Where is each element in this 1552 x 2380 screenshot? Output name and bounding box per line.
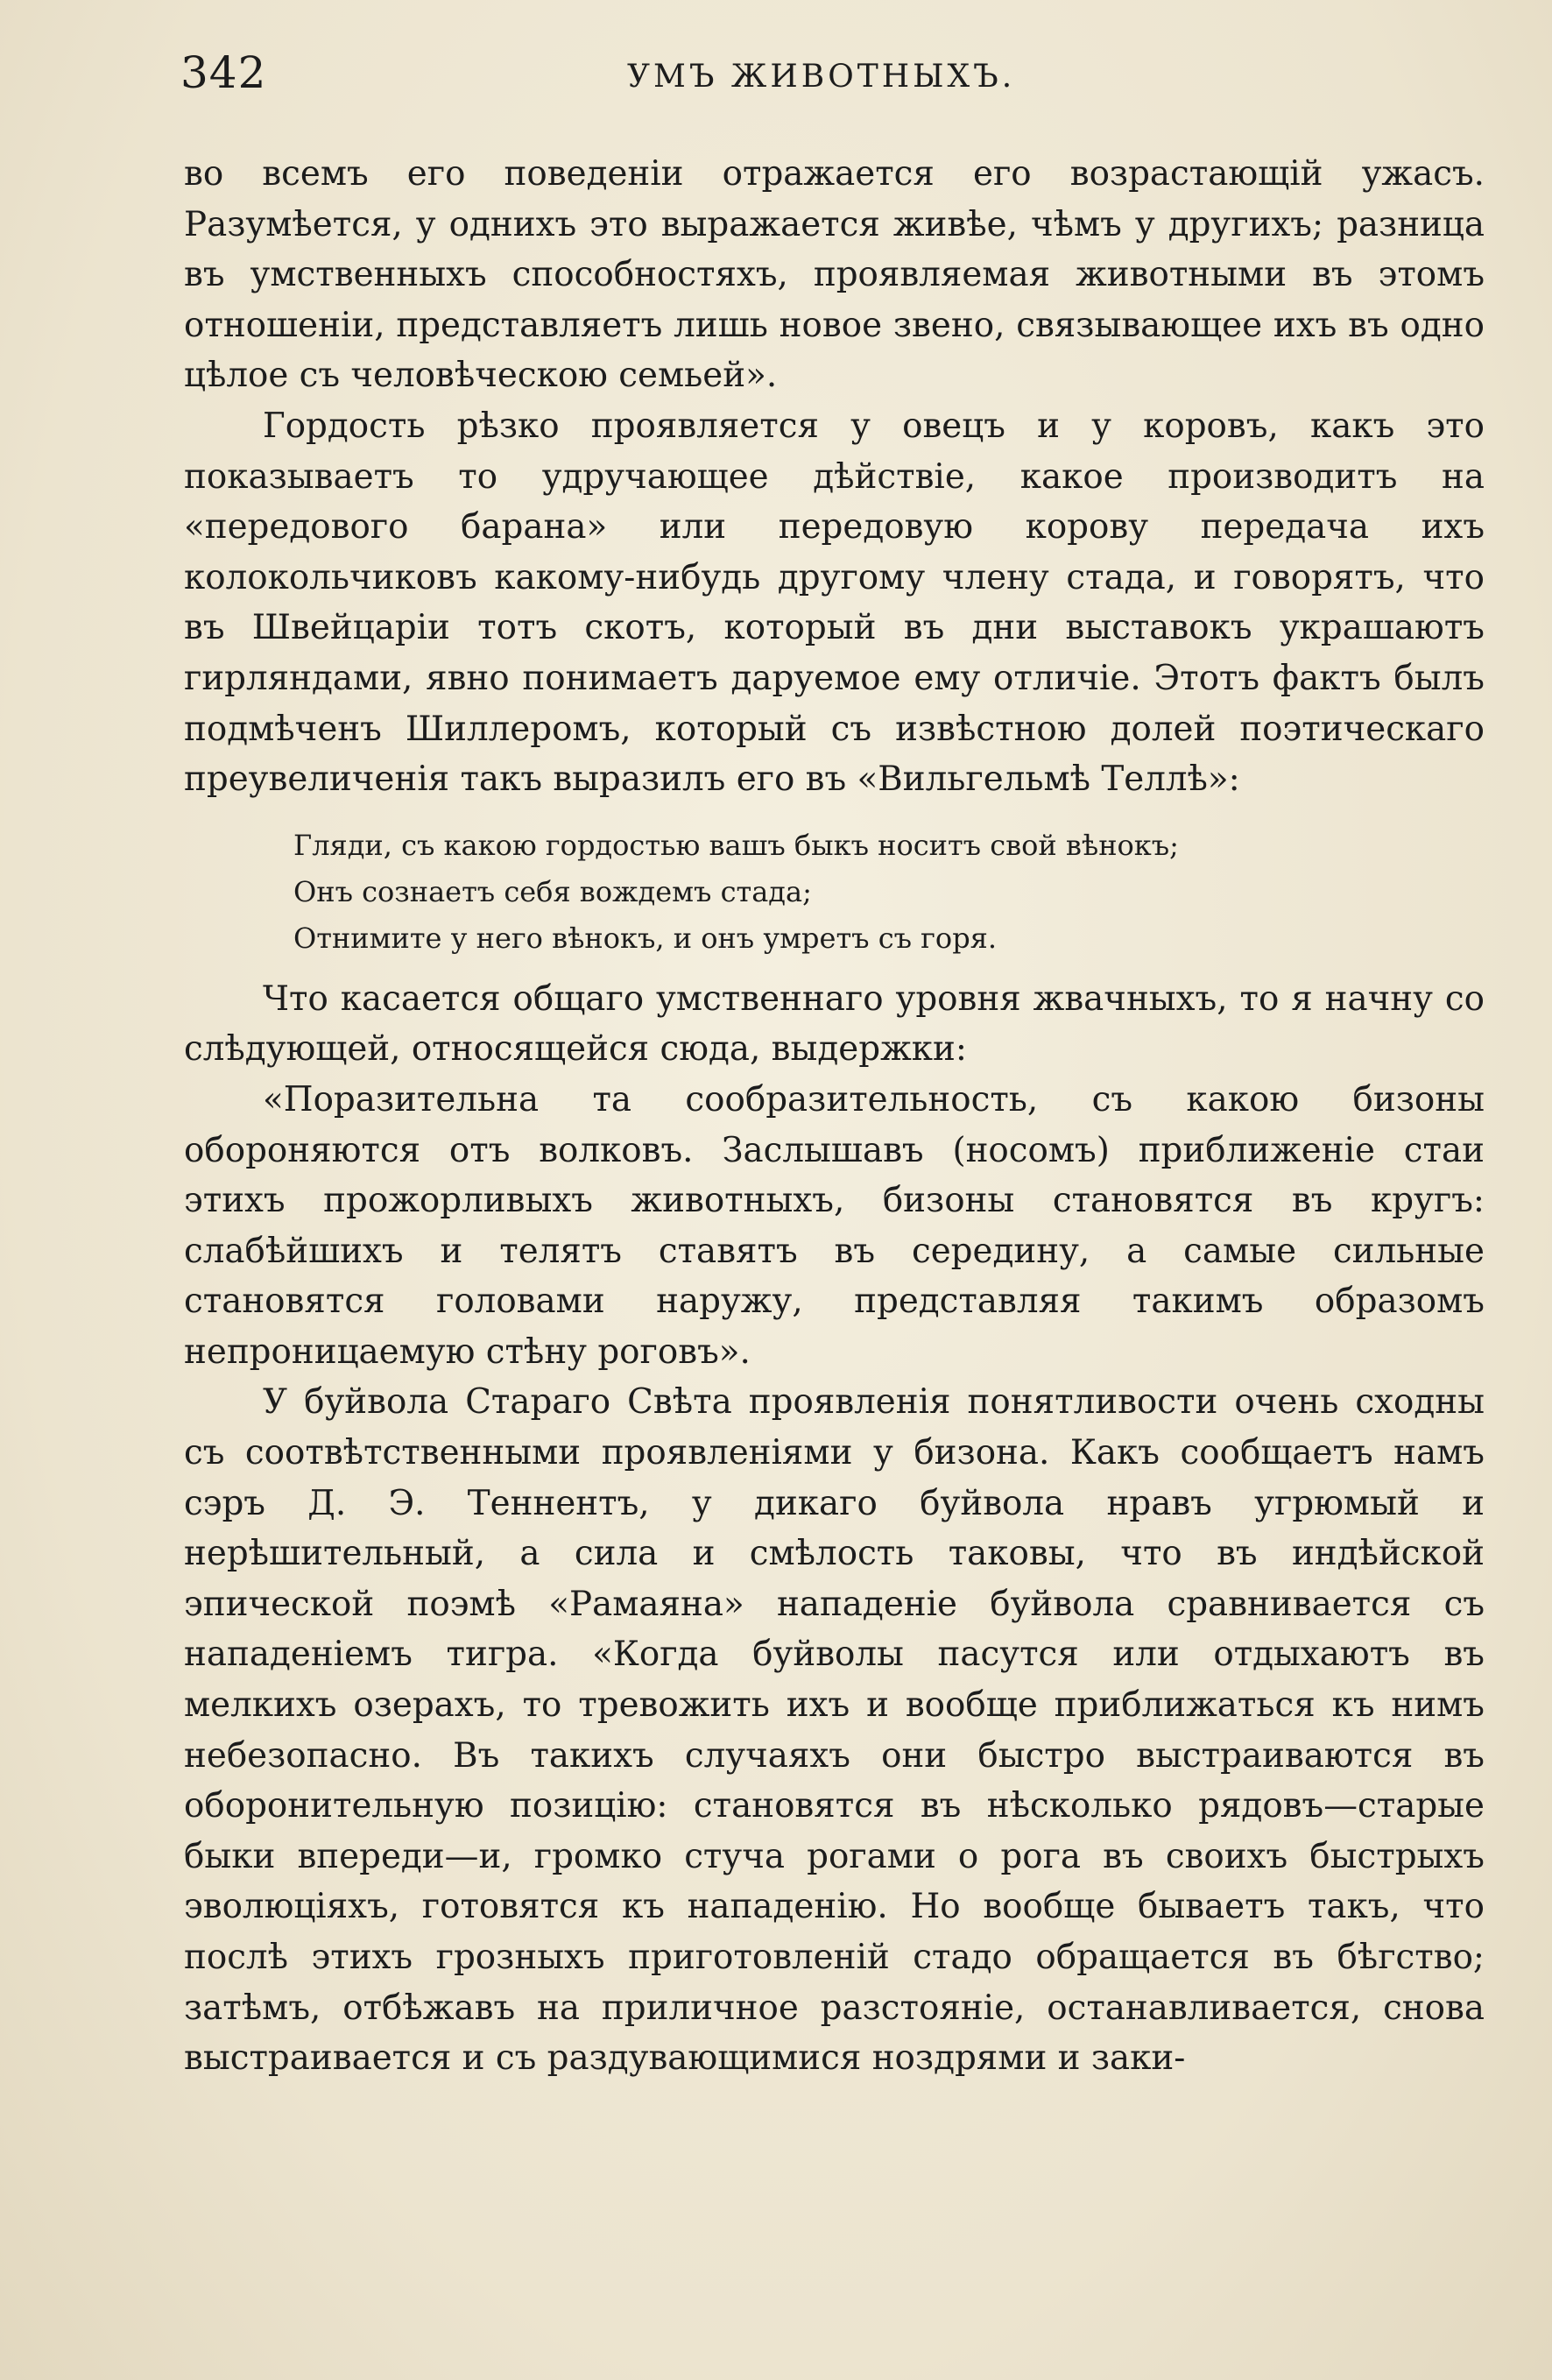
verse-line: Гляди, съ какою гордостью вашъ быкъ носитъ свой вѣнокъ; (293, 828, 1179, 862)
paragraph-pride: Гордость рѣзко проявляется у овецъ и у коровъ, какъ это показываетъ то удручающее дѣйствіе, какое производитъ на «передового барана» или передовую корову передача ихъ колокольчиковъ какому-нибудь другому члену стада, и говорятъ, что въ Швейцаріи тотъ скотъ, который въ дни выставокъ украшаютъ гирляндами, явно понимаетъ даруемое ему отличіе. Этотъ фактъ былъ подмѣченъ Шиллеромъ, который съ извѣстною долей поэтическаго преувеличенія такъ выразилъ его въ «Вильгельмѣ Теллѣ»: (184, 406, 1485, 800)
running-title: УМЪ ЖИВОТНЫХЪ. (627, 59, 1016, 95)
page-number: 342 (180, 47, 267, 98)
paragraph-buffalo: У буйвола Стараго Свѣта проявленія понятливости очень сходны съ соотвѣтственными проявленіями у бизона. Какъ сообщаетъ намъ сэръ Д. Э. Теннентъ, у дикаго буйвола нравъ угрюмый и нерѣшительный, а сила и смѣлость таковы, что въ индѣйской эпической поэмѣ «Рамаяна» нападеніе буйвола сравнивается съ нападеніемъ тигра. «Когда буйволы пасутся или отдыхаютъ въ мелкихъ озерахъ, то тревожить ихъ и вообще приближаться къ нимъ небезопасно. Въ такихъ случаяхъ они быстро выстраиваются въ оборонительную позицію: становятся въ нѣсколько рядовъ—старые быки впереди—и, громко стуча рогами о рога въ своихъ быстрыхъ эволюціяхъ, готовятся къ нападенію. Но вообще бываетъ такъ, что послѣ этихъ грозныхъ приготовленій стадо обращается въ бѣгство; затѣмъ, отбѣжавъ на приличное разстояніе, останавливается, снова выстраивается и съ раздувающимися ноздрями и заки- (184, 1382, 1485, 2079)
verse-line: Онъ сознаетъ себя вождемъ стада; (293, 874, 812, 908)
page-body (184, 149, 1485, 2084)
verse-line: Отнимите у него вѣнокъ, и онъ умретъ съ горя. (293, 921, 998, 955)
paragraph-ruminants-intro: Что касается общаго умственнаго уровня жвачныхъ, то я начну со слѣдующей, относящейся сюда, выдержки: (184, 978, 1485, 1070)
verse-quote (293, 823, 1485, 962)
paragraph-bison-quote: «Поразительна та сообразительность, съ какою бизоны обороняются отъ волковъ. Заслышавъ (носомъ) приближеніе стаи этихъ прожорливыхъ животныхъ, бизоны становятся въ кругъ: слабѣйшихъ и телятъ ставятъ въ середину, а самые сильные становятся головами наружу, представляя такимъ образомъ непроницаемую стѣну роговъ». (184, 1079, 1485, 1372)
paragraph-continued: во всемъ его поведеніи отражается его возрастающій ужасъ. Разумѣется, у однихъ это выражается живѣе, чѣмъ у другихъ; разница въ умственныхъ способностяхъ, проявляемая животными въ этомъ отношеніи, представляетъ лишь новое звено, связывающее ихъ въ одно цѣлое съ человѣческою семьей». (184, 154, 1485, 396)
page-header (180, 42, 1485, 103)
